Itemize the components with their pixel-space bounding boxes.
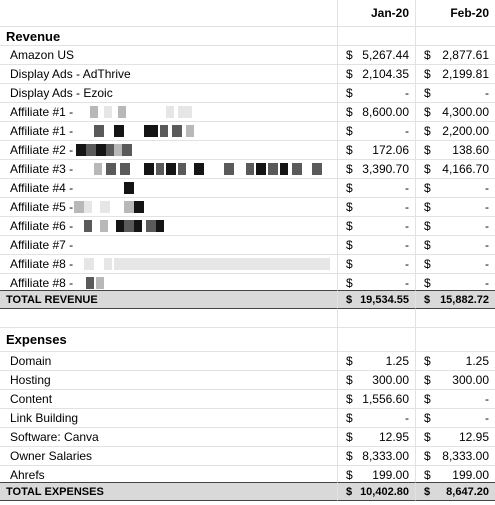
redaction-block [292, 163, 302, 175]
revenue-item-label: Display Ads - AdThrive [10, 67, 131, 81]
redaction-block [224, 163, 234, 175]
currency-symbol: $ [424, 449, 431, 463]
empty-cell[interactable] [338, 328, 416, 352]
currency-symbol: $ [346, 238, 353, 252]
currency-symbol: $ [424, 162, 431, 176]
currency-symbol: $ [424, 200, 431, 214]
redaction-block [86, 277, 94, 289]
revenue-item-label: Display Ads - Ezoic [10, 86, 113, 100]
revenue-item-feb-amount: - [485, 86, 489, 100]
expense-item-feb-amount: 199.00 [452, 468, 489, 482]
expense-item-feb-cell[interactable] [416, 371, 495, 390]
revenue-item-feb-cell[interactable] [416, 217, 495, 236]
revenue-item-label-cell[interactable] [0, 198, 338, 217]
revenue-item-label: Affiliate #1 - [10, 105, 74, 119]
redaction-block [106, 144, 114, 156]
redaction-block [280, 163, 288, 175]
revenue-item-jan-cell[interactable] [338, 84, 416, 103]
currency-symbol: $ [346, 86, 353, 100]
currency-symbol: $ [346, 392, 353, 406]
redaction-block [144, 163, 154, 175]
currency-symbol: $ [424, 468, 431, 482]
redaction-block [146, 220, 156, 232]
expense-item-jan-amount: - [405, 411, 409, 425]
currency-symbol: $ [346, 124, 353, 138]
currency-symbol: $ [424, 181, 431, 195]
expense-item-row [0, 390, 495, 409]
currency-symbol: $ [346, 468, 353, 482]
expense-item-feb-amount: 8,333.00 [442, 449, 489, 463]
total-expenses-row [0, 482, 495, 501]
total-revenue-row [0, 290, 495, 309]
revenue-item-label: Affiliate #4 - [10, 181, 74, 195]
revenue-title-row [0, 27, 495, 46]
revenue-item-label: Affiliate #8 - [10, 257, 74, 271]
expense-item-feb-cell[interactable] [416, 447, 495, 466]
currency-symbol: $ [424, 86, 431, 100]
currency-symbol: $ [346, 449, 353, 463]
revenue-item-feb-amount: 2,877.61 [442, 48, 489, 62]
revenue-item-row [0, 122, 495, 141]
revenue-item-feb-cell[interactable] [416, 122, 495, 141]
redaction-block [256, 163, 266, 175]
revenue-item-label-cell[interactable] [0, 160, 338, 179]
expense-item-feb-amount: - [485, 392, 489, 406]
expense-item-label-cell[interactable] [0, 409, 338, 428]
expense-item-label: Owner Salaries [10, 449, 93, 463]
revenue-item-feb-cell[interactable] [416, 65, 495, 84]
redaction-block [178, 106, 192, 118]
currency-symbol: $ [346, 373, 353, 387]
currency-symbol: $ [346, 219, 353, 233]
revenue-item-label-cell[interactable] [0, 141, 338, 160]
currency-symbol: $ [424, 48, 431, 62]
currency-symbol: $ [424, 67, 431, 81]
expense-item-feb-amount: - [485, 411, 489, 425]
redaction-block [106, 163, 116, 175]
revenue-item-jan-amount: - [405, 86, 409, 100]
currency-symbol: $ [346, 411, 353, 425]
currency-symbol: $ [346, 485, 353, 498]
currency-symbol: $ [424, 430, 431, 444]
revenue-item-row [0, 103, 495, 122]
redaction-block [96, 277, 104, 289]
currency-symbol: $ [424, 124, 431, 138]
revenue-item-jan-cell[interactable] [338, 141, 416, 160]
revenue-item-label-cell[interactable] [0, 46, 338, 65]
expense-item-jan-cell[interactable] [338, 409, 416, 428]
revenue-item-jan-amount: 8,600.00 [362, 105, 409, 119]
revenue-item-feb-amount: - [485, 238, 489, 252]
currency-symbol: $ [424, 392, 431, 406]
revenue-item-feb-cell[interactable] [416, 103, 495, 122]
total-expenses-label[interactable]: TOTAL EXPENSES [0, 482, 338, 501]
expense-item-label-cell[interactable] [0, 390, 338, 409]
redaction-block [114, 125, 124, 137]
expense-item-jan-cell[interactable] [338, 428, 416, 447]
revenue-item-label-cell[interactable] [0, 236, 338, 255]
revenue-item-feb-cell[interactable] [416, 84, 495, 103]
expense-item-label: Content [10, 392, 53, 406]
revenue-item-jan-amount: 2,104.35 [362, 67, 409, 81]
redaction-block [166, 163, 176, 175]
currency-symbol: $ [424, 257, 431, 271]
redaction-block [76, 144, 86, 156]
currency-symbol: $ [424, 373, 431, 387]
redaction-block [124, 182, 134, 194]
expense-item-row [0, 428, 495, 447]
empty-cell[interactable] [0, 309, 338, 328]
redaction-block [104, 106, 112, 118]
redaction-block [156, 163, 164, 175]
revenue-item-label: Affiliate #1 - [10, 124, 74, 138]
revenue-item-row [0, 255, 495, 274]
total-revenue-feb: 15,882.72 [440, 293, 489, 306]
currency-symbol: $ [346, 143, 353, 157]
revenue-item-feb-amount: - [485, 200, 489, 214]
expenses-section-title[interactable]: Expenses [0, 328, 338, 352]
expense-item-feb-cell[interactable] [416, 352, 495, 371]
revenue-item-row [0, 236, 495, 255]
redaction-block [172, 125, 182, 137]
revenue-item-feb-amount: 138.60 [452, 143, 489, 157]
revenue-item-feb-amount: - [485, 257, 489, 271]
expense-item-label-cell[interactable] [0, 371, 338, 390]
redaction-block [116, 220, 124, 232]
revenue-item-jan-amount: - [405, 181, 409, 195]
currency-symbol: $ [424, 105, 431, 119]
revenue-item-row [0, 217, 495, 236]
empty-cell[interactable] [416, 27, 495, 46]
revenue-item-jan-cell[interactable] [338, 103, 416, 122]
revenue-item-feb-cell[interactable] [416, 198, 495, 217]
revenue-item-jan-amount: 5,267.44 [362, 48, 409, 62]
redaction-block [84, 258, 94, 270]
revenue-item-jan-cell[interactable] [338, 179, 416, 198]
column-header-feb: Feb-20 [450, 6, 489, 20]
expense-item-feb-cell[interactable] [416, 390, 495, 409]
revenue-item-label: Affiliate #8 - [10, 276, 74, 290]
expense-item-jan-amount: 12.95 [378, 430, 409, 444]
currency-symbol: $ [424, 293, 431, 306]
redaction-block [114, 144, 122, 156]
redaction-block [94, 125, 104, 137]
revenue-item-label: Affiliate #3 - [10, 162, 74, 176]
revenue-item-label-cell[interactable] [0, 255, 338, 274]
redaction-block [312, 163, 322, 175]
revenue-item-jan-amount: - [405, 238, 409, 252]
redaction-block [194, 163, 204, 175]
total-revenue-jan: 19,534.55 [360, 293, 409, 306]
expense-item-feb-cell[interactable] [416, 428, 495, 447]
total-revenue-feb-cell[interactable] [416, 290, 495, 309]
expense-item-label: Link Building [10, 411, 79, 425]
revenue-item-feb-cell[interactable] [416, 236, 495, 255]
revenue-item-jan-amount: - [405, 219, 409, 233]
redaction-block [124, 220, 134, 232]
column-header-jan: Jan-20 [370, 6, 409, 20]
redaction-block [186, 125, 194, 137]
total-revenue-jan-cell[interactable] [338, 290, 416, 309]
redaction-block [104, 258, 112, 270]
currency-symbol: $ [424, 411, 431, 425]
revenue-item-label: Affiliate #2 - [10, 143, 74, 157]
currency-symbol: $ [346, 105, 353, 119]
currency-symbol: $ [346, 430, 353, 444]
expense-item-row [0, 371, 495, 390]
revenue-item-label-cell[interactable] [0, 103, 338, 122]
currency-symbol: $ [424, 354, 431, 368]
header-jan-cell[interactable] [338, 0, 416, 27]
revenue-item-feb-cell[interactable] [416, 141, 495, 160]
revenue-item-jan-cell[interactable] [338, 122, 416, 141]
revenue-item-jan-cell[interactable] [338, 160, 416, 179]
currency-symbol: $ [346, 67, 353, 81]
total-expenses-feb-cell[interactable] [416, 482, 495, 501]
redaction-block [114, 258, 330, 270]
expense-item-jan-amount: 1.25 [385, 354, 409, 368]
blank-row [0, 309, 495, 328]
expense-item-jan-cell[interactable] [338, 390, 416, 409]
redaction-block [84, 201, 92, 213]
revenue-item-feb-cell[interactable] [416, 160, 495, 179]
revenue-item-feb-cell[interactable] [416, 46, 495, 65]
revenue-item-jan-cell[interactable] [338, 255, 416, 274]
redaction-block [178, 163, 186, 175]
revenue-section-title[interactable]: Revenue [0, 27, 338, 46]
redaction-block [120, 163, 130, 175]
redaction-block [246, 163, 254, 175]
redaction-block [156, 220, 164, 232]
expense-item-label: Domain [10, 354, 52, 368]
currency-symbol: $ [424, 276, 431, 290]
revenue-item-feb-amount: 4,300.00 [442, 105, 489, 119]
revenue-item-jan-cell[interactable] [338, 198, 416, 217]
revenue-item-feb-amount: - [485, 181, 489, 195]
currency-symbol: $ [424, 219, 431, 233]
expense-item-jan-cell[interactable] [338, 371, 416, 390]
expense-item-feb-amount: 1.25 [465, 354, 489, 368]
revenue-item-row [0, 46, 495, 65]
revenue-item-label: Affiliate #7 - [10, 238, 74, 252]
expense-item-feb-cell[interactable] [416, 409, 495, 428]
revenue-item-jan-cell[interactable] [338, 65, 416, 84]
currency-symbol: $ [424, 485, 431, 498]
header-feb-cell[interactable] [416, 0, 495, 27]
revenue-item-label-cell[interactable] [0, 84, 338, 103]
expense-item-label: Hosting [10, 373, 51, 387]
redaction-block [100, 220, 108, 232]
revenue-item-label-cell[interactable] [0, 217, 338, 236]
redaction-block [122, 144, 132, 156]
revenue-item-row [0, 179, 495, 198]
revenue-item-jan-amount: - [405, 257, 409, 271]
total-expenses-jan-cell[interactable] [338, 482, 416, 501]
revenue-item-feb-amount: 2,199.81 [442, 67, 489, 81]
expense-item-feb-amount: 300.00 [452, 373, 489, 387]
total-revenue-label[interactable]: TOTAL REVENUE [0, 290, 338, 309]
redaction-block [100, 201, 110, 213]
currency-symbol: $ [346, 181, 353, 195]
expenses-title-row [0, 328, 495, 352]
revenue-item-jan-amount: - [405, 124, 409, 138]
redaction-block [166, 106, 174, 118]
currency-symbol: $ [346, 293, 353, 306]
revenue-item-jan-cell[interactable] [338, 46, 416, 65]
redaction-block [124, 201, 134, 213]
redaction-block [84, 220, 92, 232]
empty-cell[interactable] [338, 309, 416, 328]
currency-symbol: $ [346, 354, 353, 368]
expense-item-label-cell[interactable] [0, 428, 338, 447]
revenue-item-jan-amount: - [405, 200, 409, 214]
currency-symbol: $ [346, 48, 353, 62]
currency-symbol: $ [346, 162, 353, 176]
revenue-item-row [0, 198, 495, 217]
redaction-block [134, 220, 142, 232]
expense-item-label-cell[interactable] [0, 352, 338, 371]
expense-item-jan-cell[interactable] [338, 352, 416, 371]
revenue-item-feb-amount: 4,166.70 [442, 162, 489, 176]
revenue-item-jan-amount: 3,390.70 [362, 162, 409, 176]
redaction-block [90, 106, 98, 118]
revenue-item-row [0, 65, 495, 84]
header-label-cell[interactable] [0, 0, 338, 27]
redaction-block [160, 125, 168, 137]
expense-item-row [0, 352, 495, 371]
revenue-item-feb-cell[interactable] [416, 255, 495, 274]
redaction-block [86, 144, 96, 156]
redaction-block [96, 144, 106, 156]
revenue-item-row [0, 84, 495, 103]
redaction-block [94, 163, 102, 175]
header-row [0, 0, 495, 27]
empty-cell[interactable] [416, 309, 495, 328]
revenue-item-feb-amount: - [485, 276, 489, 290]
revenue-item-jan-amount: - [405, 276, 409, 290]
total-expenses-jan: 10,402.80 [360, 485, 409, 498]
expense-item-jan-cell[interactable] [338, 447, 416, 466]
expense-item-jan-amount: 199.00 [372, 468, 409, 482]
redaction-block [268, 163, 278, 175]
redaction-block [134, 201, 144, 213]
currency-symbol: $ [346, 257, 353, 271]
revenue-item-label: Amazon US [10, 48, 75, 62]
currency-symbol: $ [424, 143, 431, 157]
expense-item-label: Software: Canva [10, 430, 99, 444]
expense-item-row [0, 409, 495, 428]
expense-item-row [0, 447, 495, 466]
total-expenses-feb: 8,647.20 [446, 485, 489, 498]
redaction-block [144, 125, 158, 137]
redaction-block [118, 106, 126, 118]
expense-item-label: Ahrefs [10, 468, 45, 482]
revenue-item-label-cell[interactable] [0, 65, 338, 84]
currency-symbol: $ [346, 200, 353, 214]
revenue-item-jan-amount: 172.06 [372, 143, 409, 157]
revenue-item-feb-amount: 2,200.00 [442, 124, 489, 138]
revenue-item-jan-cell[interactable] [338, 236, 416, 255]
expense-item-jan-amount: 8,333.00 [362, 449, 409, 463]
revenue-item-jan-cell[interactable] [338, 217, 416, 236]
currency-symbol: $ [424, 238, 431, 252]
expense-item-feb-amount: 12.95 [458, 430, 489, 444]
expense-item-label-cell[interactable] [0, 447, 338, 466]
empty-cell[interactable] [338, 27, 416, 46]
revenue-item-feb-cell[interactable] [416, 179, 495, 198]
empty-cell[interactable] [416, 328, 495, 352]
expense-item-jan-amount: 300.00 [372, 373, 409, 387]
revenue-item-label: Affiliate #6 - [10, 219, 74, 233]
revenue-item-label-cell[interactable] [0, 122, 338, 141]
revenue-item-label-cell[interactable] [0, 179, 338, 198]
revenue-item-row [0, 160, 495, 179]
expense-item-jan-amount: 1,556.60 [362, 392, 409, 406]
revenue-item-feb-amount: - [485, 219, 489, 233]
currency-symbol: $ [346, 276, 353, 290]
revenue-item-row [0, 141, 495, 160]
redaction-block [74, 201, 84, 213]
revenue-item-label: Affiliate #5 - [10, 200, 74, 214]
